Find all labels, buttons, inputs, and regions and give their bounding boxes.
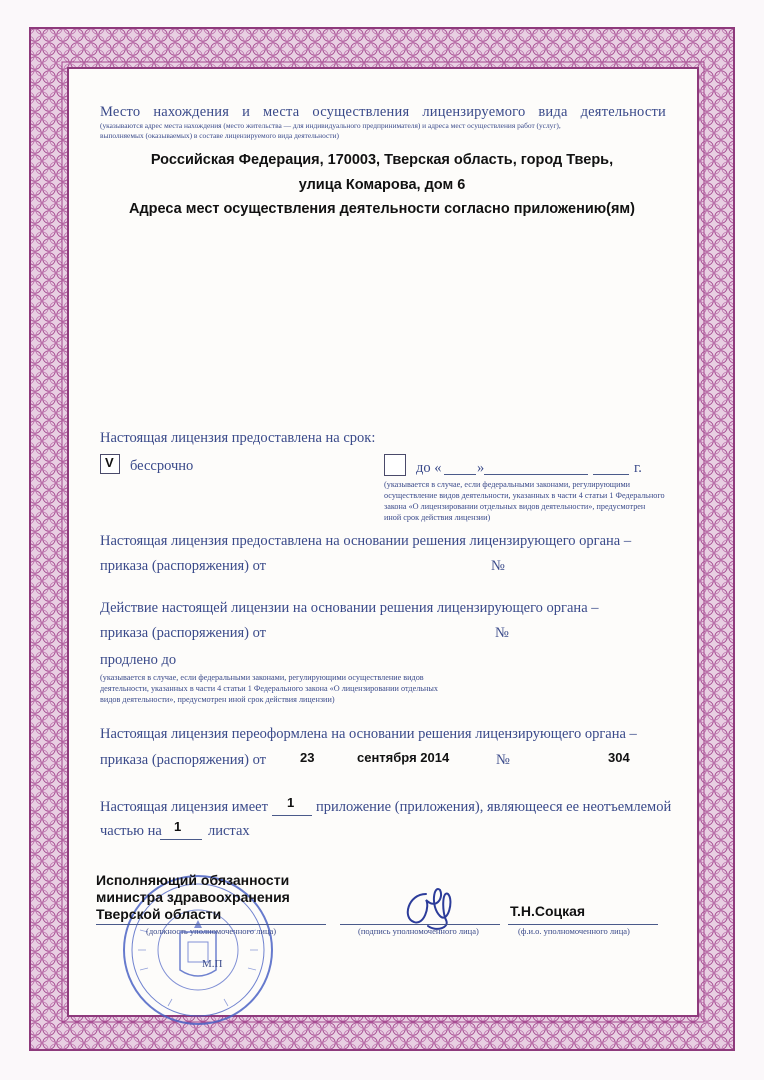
until-day-line <box>444 474 476 475</box>
name-line <box>508 924 658 925</box>
caption-name: (ф.и.о. уполномоченного лица) <box>518 926 630 936</box>
indefinite-label: бессрочно <box>130 458 194 474</box>
extended-label: продлено до <box>100 652 177 668</box>
reissue-day: 23 <box>300 750 315 765</box>
signatory-name: Т.Н.Соцкая <box>510 903 586 919</box>
extension-number-sign: № <box>495 625 509 641</box>
term-heading: Настоящая лицензия предоставлена на срок: <box>100 430 376 446</box>
year-suffix: г. <box>634 460 642 476</box>
caption-signature: (подпись уполномоченного лица) <box>358 926 479 936</box>
appendix-count-line <box>272 815 312 816</box>
position-line <box>96 924 326 925</box>
location-note-2: выполняемых (оказываемых) в составе лицензируемого вида деятельности) <box>100 131 339 140</box>
position-line-1: Исполняющий обязанности <box>96 872 290 888</box>
reissue-line-2: приказа (распоряжения) от <box>100 752 266 768</box>
appendix-sheets: 1 <box>174 819 182 834</box>
caption-position: (должность уполномоченного лица) <box>146 926 277 936</box>
reissue-number: 304 <box>608 750 630 765</box>
location-heading: Место нахождения и места осуществления лицензируемого вида деятельности <box>100 104 666 120</box>
stamp-label: М.П <box>202 958 223 970</box>
basis-number-sign: № <box>491 558 505 574</box>
term-note-1: (указывается в случае, если федеральными законами, регулирующими <box>384 480 631 489</box>
until-month-line <box>484 474 588 475</box>
extension-line-2: приказа (распоряжения) от <box>100 625 266 641</box>
term-note-2: осуществление видов деятельности, указанных в части 4 статьи 1 Федерального <box>384 491 665 500</box>
address-line-1: Российская Федерация, 170003, Тверская область, город Тверь, <box>150 152 614 168</box>
term-note-4: иной срок действия лицензии) <box>384 513 491 522</box>
address-line-3: Адреса мест осуществления деятельности согласно приложению(ям) <box>129 201 635 217</box>
until-close: » <box>477 460 485 476</box>
extension-note-1: (указывается в случае, если федеральными законами, регулирующими осуществление видов <box>100 673 424 682</box>
position-line-2: министра здравоохранения <box>96 889 290 905</box>
reissue-month-year: сентября 2014 <box>357 750 450 765</box>
extension-note-3: видов деятельности», предусмотрен иной срок действия лицензии) <box>100 695 335 704</box>
position-line-3: Тверской области <box>96 906 222 922</box>
address-line-2: улица Комарова, дом 6 <box>298 177 466 193</box>
appendix-sheets-line <box>160 839 202 840</box>
appendix-line1-post: приложение (приложения), являющееся ее неотъемлемой <box>316 799 672 815</box>
extension-note-2: деятельности, указанных в части 4 статьи 1 Федерального закона «О лицензировании отдельных <box>100 684 439 693</box>
location-note-1: (указываются адрес места нахождения (место жительства — для индивидуального предпринимателя) и адреса мест осуществления работ (услуг), <box>100 121 561 130</box>
check-mark: V <box>105 455 114 470</box>
reissue-line-1: Настоящая лицензия переоформлена на основании решения лицензирующего органа – <box>100 726 637 742</box>
until-year-line <box>593 474 629 475</box>
until-checkbox <box>384 454 406 476</box>
appendix-count: 1 <box>287 795 295 810</box>
indefinite-checkbox <box>100 454 120 474</box>
basis-line-1: Настоящая лицензия предоставлена на основании решения лицензирующего органа – <box>100 533 632 549</box>
appendix-line2-post: листах <box>208 823 250 839</box>
appendix-line2-pre: частью на <box>100 823 162 839</box>
signature-line <box>340 924 500 925</box>
appendix-line1-pre: Настоящая лицензия имеет <box>100 799 268 815</box>
until-label: до « <box>416 460 442 476</box>
basis-line-2: приказа (распоряжения) от <box>100 558 266 574</box>
reissue-number-sign: № <box>496 752 510 768</box>
term-note-3: закона «О лицензировании отдельных видов деятельности», предусмотрен <box>384 502 646 511</box>
extension-line-1: Действие настоящей лицензии на основании решения лицензирующего органа – <box>100 600 599 616</box>
